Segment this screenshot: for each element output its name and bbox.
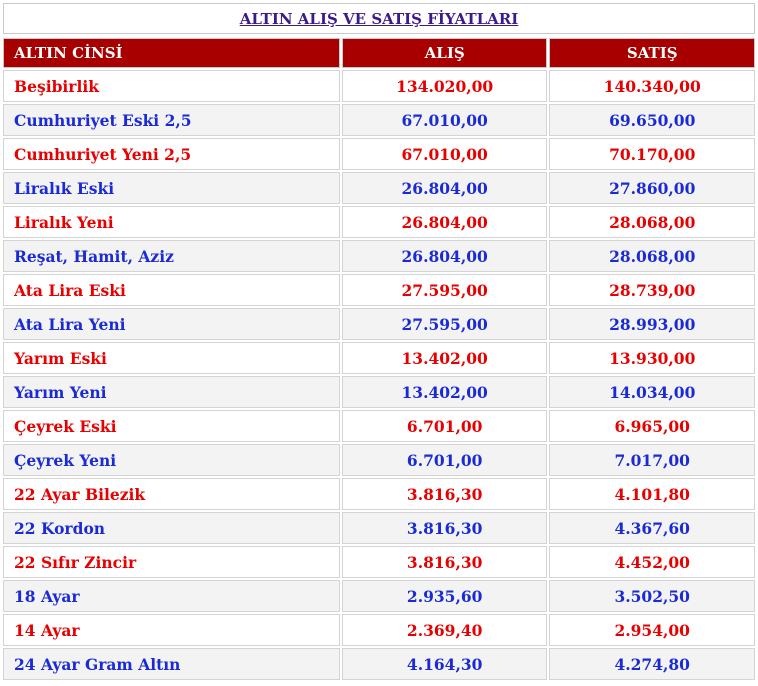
table-row: [3, 240, 755, 272]
gold-type-cell: Ata Lira Yeni: [3, 308, 340, 340]
table-row: [3, 580, 755, 612]
sell-price-cell: 69.650,00: [549, 104, 755, 136]
sell-price-cell: 14.034,00: [549, 376, 755, 408]
sell-price-cell: 140.340,00: [549, 70, 755, 102]
gold-type-cell: Liralık Yeni: [3, 206, 340, 238]
buy-price-cell: 26.804,00: [342, 240, 548, 272]
table-row: [3, 478, 755, 510]
gold-type-cell: Çeyrek Eski: [3, 410, 340, 442]
page-title[interactable]: ALTIN ALIŞ VE SATIŞ FİYATLARI: [239, 10, 519, 28]
table-header-row: [3, 38, 755, 68]
table-row: [3, 308, 755, 340]
gold-type-cell: Yarım Eski: [3, 342, 340, 374]
table-row: [3, 206, 755, 238]
buy-price-cell: 4.164,30: [342, 648, 548, 680]
sell-price-cell: 3.502,50: [549, 580, 755, 612]
sell-price-cell: 7.017,00: [549, 444, 755, 476]
table-row: [3, 138, 755, 170]
buy-price-cell: 3.816,30: [342, 478, 548, 510]
gold-type-cell: 22 Sıfır Zincir: [3, 546, 340, 578]
sell-price-cell: 27.860,00: [549, 172, 755, 204]
table-row: [3, 444, 755, 476]
table-row: [3, 546, 755, 578]
table-row: [3, 342, 755, 374]
gold-type-cell: Ata Lira Eski: [3, 274, 340, 306]
gold-type-cell: 14 Ayar: [3, 614, 340, 646]
buy-price-cell: 2.935,60: [342, 580, 548, 612]
header-gold-type: ALTIN CİNSİ: [3, 38, 340, 68]
table-row: [3, 104, 755, 136]
buy-price-cell: 6.701,00: [342, 410, 548, 442]
table-row: [3, 614, 755, 646]
gold-type-cell: 24 Ayar Gram Altın: [3, 648, 340, 680]
buy-price-cell: 6.701,00: [342, 444, 548, 476]
buy-price-cell: 27.595,00: [342, 308, 548, 340]
gold-price-table: [1, 36, 757, 682]
table-row: [3, 274, 755, 306]
buy-price-cell: 134.020,00: [342, 70, 548, 102]
gold-type-cell: Çeyrek Yeni: [3, 444, 340, 476]
gold-type-cell: Beşibirlik: [3, 70, 340, 102]
buy-price-cell: 13.402,00: [342, 376, 548, 408]
sell-price-cell: 70.170,00: [549, 138, 755, 170]
sell-price-cell: 4.367,60: [549, 512, 755, 544]
sell-price-cell: 28.068,00: [549, 206, 755, 238]
sell-price-cell: 2.954,00: [549, 614, 755, 646]
buy-price-cell: 26.804,00: [342, 172, 548, 204]
gold-type-cell: 22 Kordon: [3, 512, 340, 544]
sell-price-cell: 4.274,80: [549, 648, 755, 680]
table-row: [3, 512, 755, 544]
gold-type-cell: Yarım Yeni: [3, 376, 340, 408]
buy-price-cell: 27.595,00: [342, 274, 548, 306]
sell-price-cell: 4.452,00: [549, 546, 755, 578]
table-row: [3, 410, 755, 442]
table-row: [3, 648, 755, 680]
sell-price-cell: 28.739,00: [549, 274, 755, 306]
buy-price-cell: 3.816,30: [342, 512, 548, 544]
table-row: [3, 70, 755, 102]
buy-price-cell: 3.816,30: [342, 546, 548, 578]
table-row: [3, 376, 755, 408]
sell-price-cell: 4.101,80: [549, 478, 755, 510]
buy-price-cell: 67.010,00: [342, 104, 548, 136]
buy-price-cell: 67.010,00: [342, 138, 548, 170]
header-buy: ALIŞ: [342, 38, 548, 68]
gold-type-cell: Liralık Eski: [3, 172, 340, 204]
gold-type-cell: Cumhuriyet Yeni 2,5: [3, 138, 340, 170]
sell-price-cell: 28.993,00: [549, 308, 755, 340]
sell-price-cell: 28.068,00: [549, 240, 755, 272]
gold-type-cell: Cumhuriyet Eski 2,5: [3, 104, 340, 136]
header-sell: SATIŞ: [549, 38, 755, 68]
gold-type-cell: 22 Ayar Bilezik: [3, 478, 340, 510]
sell-price-cell: 6.965,00: [549, 410, 755, 442]
sell-price-cell: 13.930,00: [549, 342, 755, 374]
buy-price-cell: 26.804,00: [342, 206, 548, 238]
buy-price-cell: 13.402,00: [342, 342, 548, 374]
gold-type-cell: 18 Ayar: [3, 580, 340, 612]
title-bar: [3, 3, 755, 34]
table-row: [3, 172, 755, 204]
gold-type-cell: Reşat, Hamit, Aziz: [3, 240, 340, 272]
buy-price-cell: 2.369,40: [342, 614, 548, 646]
